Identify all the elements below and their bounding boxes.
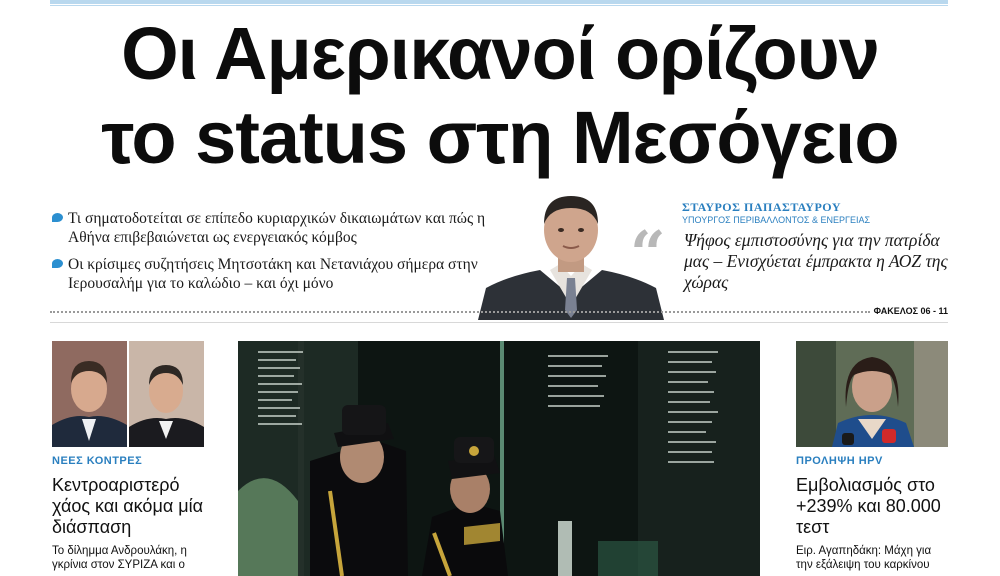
- right-story: [796, 341, 948, 572]
- left-story-kicker: ΝΕΕΣ ΚΟΝΤΡΕΣ: [52, 455, 143, 467]
- bullet-text: Τι σηματοδοτείται σε επίπεδο κυριαρχικών δικαιωμάτων και πώς η Αθήνα επιβεβαιώνεται ως ενεργειακός κόμβος: [68, 210, 486, 246]
- quote-author-role: ΥΠΟΥΡΓΟΣ ΠΕΡΙΒΑΛΛΟΝΤΟΣ & ΕΝΕΡΓΕΙΑΣ: [682, 215, 871, 225]
- quote-author: ΣΤΑΥΡΟΣ ΠΑΠΑΣΤΑΥΡΟΥ: [682, 200, 841, 214]
- bullet-icon: [52, 259, 63, 268]
- bullet-list: [52, 209, 492, 301]
- top-rule: [50, 0, 948, 4]
- bullet-icon: [52, 213, 63, 222]
- right-story-title[interactable]: Εμβολιασμός στο +239% και 80.000 τεστ: [796, 475, 941, 537]
- dotted-divider: [50, 311, 870, 313]
- top-rule-thin: [50, 5, 948, 6]
- headline-line-1: Οι Αμερικανοί ορίζουν: [121, 12, 879, 95]
- bullet-item: [52, 209, 492, 247]
- quote-mark-icon: “: [630, 217, 666, 290]
- bullet-item: [52, 255, 492, 293]
- right-story-kicker: ΠΡΟΛΗΨΗ HPV: [796, 455, 883, 467]
- left-story: [52, 341, 212, 572]
- main-headline: [40, 12, 960, 180]
- quote-text: Ψήφος εμπιστοσύνης για την πατρίδα μας – Ενισχύεται έμπρακτα η ΑΟΖ της χώρας: [684, 230, 948, 292]
- left-story-text: Το δίλημμα Ανδρουλάκη, η γκρίνια στον ΣΥΡΙΖΑ και ο: [52, 545, 187, 571]
- bullet-text: Οι κρίσιμες συζητήσεις Μητσοτάκη και Νετανιάχου σήμερα στην Ιερουσαλήμ για το καλώδιο – και όχι μόνο: [68, 256, 478, 292]
- left-story-title[interactable]: Κεντροαριστερό χάος και ακόμα μία διάσπαση: [52, 475, 203, 537]
- folder-label: ΦΑΚΕΛΟΣ 06 - 11: [873, 306, 948, 316]
- section-divider: [50, 322, 948, 323]
- headline-line-2: το status στη Μεσόγειο: [101, 96, 899, 179]
- left-story-photo: [52, 341, 212, 447]
- right-story-photo: [796, 341, 948, 447]
- guards-photo: [238, 341, 760, 576]
- right-story-text: Ειρ. Αγαπηδάκη: Μάχη για την εξάλειψη του καρκίνου: [796, 545, 932, 571]
